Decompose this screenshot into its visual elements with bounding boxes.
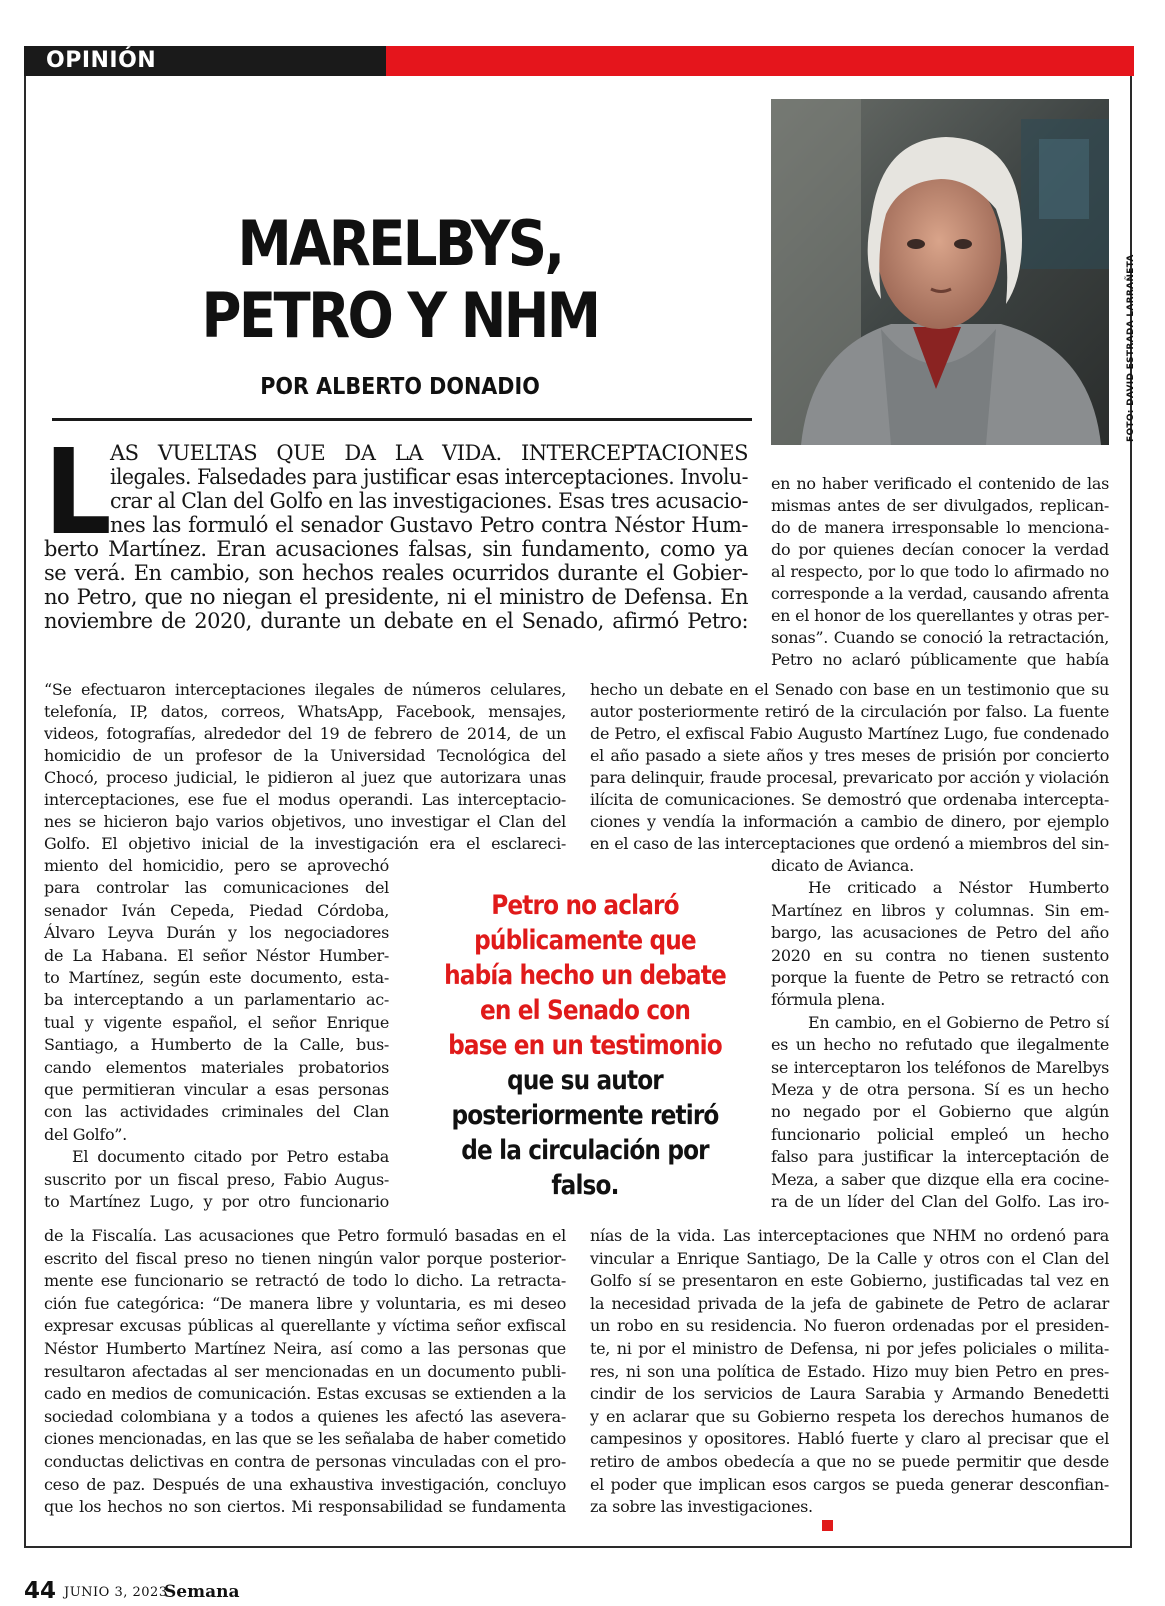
text-line: ceso de paz. Después de una exhaustiva investigación, concluyo: [44, 1474, 567, 1494]
text-line: Santiago, a Humberto de la Calle, bus-: [44, 1035, 389, 1055]
pull-quote-line: posteriormente retiró: [451, 1100, 719, 1131]
text-line: que permitieran vincular a esas personas: [44, 1080, 389, 1099]
text-line: Golfo sí se presentaron en este Gobierno, justificadas tal vez en: [590, 1271, 1109, 1291]
text-line: En cambio, en el Gobierno de Petro sí: [808, 1012, 1110, 1032]
text-line: del Golfo”.: [44, 1124, 127, 1144]
text-line: fórmula plena.: [771, 990, 885, 1010]
pull-quote-line: en el Senado con: [480, 995, 690, 1026]
text-line: noviembre de 2020, durante un debate en el Senado, afirmó Petro:: [44, 609, 749, 633]
text-line: videos, fotografías, alrededor del 19 de febrero de 2014, de un: [44, 724, 566, 743]
title-divider: [52, 418, 752, 421]
text-line: conductas delictivas en contra de personas vinculadas con el pro-: [44, 1452, 566, 1471]
text-line: se interceptaron los teléfonos de Marelbys: [771, 1057, 1110, 1077]
text-line: mismas antes de ser divulgados, replican-: [771, 496, 1110, 515]
text-line: y en aclarar que su Gobierno respeta los derechos humanos de: [590, 1406, 1110, 1426]
text-line: Golfo. El objetivo inicial de la investigación era el esclareci-: [44, 834, 567, 853]
headline-line-2: PETRO Y NHM: [201, 279, 599, 352]
text-line: escrito del fiscal preso no tienen ningún valor porque posterior-: [44, 1248, 566, 1268]
text-line: “Se efectuaron interceptaciones ilegales de números celulares,: [44, 680, 566, 699]
text-line: funcionario policial empleó un hecho: [771, 1124, 1109, 1144]
text-line: hecho un debate en el Senado con base en un testimonio que su: [590, 680, 1110, 699]
text-line: falso para justificar la interceptación de: [771, 1147, 1109, 1167]
text-line: Martínez en libros y columnas. Sin em-: [771, 900, 1110, 920]
text-line: Chocó, proceso judicial, le pidieron al juez que autorizara unas: [44, 768, 567, 787]
text-line: to Martínez Lugo, y por otro funcionario: [44, 1192, 389, 1211]
text-line: mente ese funcionario se retractó de todo lo dicho. La retracta-: [44, 1271, 566, 1291]
text-line: sonas”. Cuando se conoció la retractación,: [771, 628, 1110, 647]
text-line: He criticado a Néstor Humberto: [808, 878, 1109, 898]
text-line: no Petro, que no niegan el presidente, ni el ministro de Defensa. En: [44, 585, 748, 609]
text-line: AS VUELTAS QUE DA LA VIDA. INTERCEPTACIONES: [110, 441, 749, 465]
text-line: za sobre las investigaciones.: [590, 1497, 813, 1517]
text-line: el poder que implican esos cargos se pueda generar desconfian-: [590, 1474, 1109, 1494]
text-line: en el caso de las interceptaciones que ordenó a miembros del sin-: [590, 834, 1110, 853]
text-line: do por quienes decían conocer la verdad: [771, 540, 1109, 559]
page-number: 44: [24, 1578, 57, 1604]
photo-credit: FOTO: DAVID ESTRADA LARRAÑETA: [1126, 254, 1136, 442]
text-line: un robo en su residencia. No fueron ordenadas por el presiden-: [590, 1316, 1109, 1336]
text-line: Álvaro Leyva Durán y los negociadores: [44, 923, 390, 943]
text-line: sociedad colombiana y a todos a quienes les afectó las asevera-: [44, 1406, 566, 1426]
text-line: autor posteriormente retiró de la circulación por falso. La fuente: [590, 702, 1109, 721]
text-line: retiro de ambos obedecía a que no se puede permitir que desde: [590, 1452, 1109, 1471]
headline-line-1: MARELBYS,: [237, 207, 563, 280]
text-line: al respecto, por lo que todo lo afirmado no: [771, 562, 1109, 581]
pull-quote-line: base en un testimonio: [448, 1030, 722, 1061]
text-line: nes las formuló el senador Gustavo Petro contra Néstor Hum-: [110, 513, 749, 537]
text-line: ciones mencionadas, en las que se les señalaba de haber cometido: [44, 1429, 566, 1449]
text-line: en el honor de los querellantes y otras per-: [771, 606, 1109, 625]
magazine-name: Semana: [164, 1582, 240, 1602]
text-line: cado en medios de comunicación. Estas excusas se extienden a la: [44, 1384, 567, 1404]
text-line: miento del homicidio, pero se aprovechó: [44, 856, 390, 875]
text-line: porque la fuente de Petro se retractó con: [771, 968, 1109, 987]
text-line: Meza, a saber que dizque ella era cocine-: [771, 1169, 1110, 1189]
article-headline: [154, 208, 647, 352]
section-label: OPINIÓN: [46, 48, 157, 73]
text-line: crar al Clan del Golfo en las investigaciones. Esas tres acusacio-: [110, 489, 749, 513]
pull-quote-line: públicamente que: [474, 925, 696, 956]
text-line: no negado por el Gobierno que algún: [771, 1102, 1109, 1122]
text-line: 2020 en su contra no tienen sustento: [771, 945, 1110, 965]
text-line: el año pasado a siete años y tres meses de prisión por concierto: [590, 746, 1110, 765]
article-byline: POR ALBERTO DONADIO: [260, 374, 540, 400]
text-line: la necesidad privada de la jefa de gabinete de Petro de aclarar: [590, 1293, 1109, 1313]
text-line: berto Martínez. Eran acusaciones falsas, sin fundamento, como ya: [44, 537, 748, 561]
text-line: bargo, las acusaciones de Petro del año: [771, 923, 1110, 943]
text-line: se verá. En cambio, son hechos reales ocurridos durante el Gobier-: [44, 561, 749, 585]
text-line: cando elementos materiales probatorios: [44, 1057, 389, 1077]
text-line: Néstor Humberto Martínez Neira, así como a las personas que: [44, 1339, 566, 1358]
text-line: suscrito por un fiscal preso, Fabio Augus-: [44, 1169, 389, 1189]
text-line: de La Habana. El señor Néstor Humber-: [44, 945, 389, 965]
text-line: ción fue categórica: “De manera libre y voluntaria, es mi deseo: [44, 1293, 567, 1313]
text-line: en no haber verificado el contenido de las: [771, 474, 1110, 493]
text-line: nías de la vida. Las interceptaciones que NHM no ordenó para: [590, 1226, 1109, 1245]
text-line: te, ni por el ministro de Defensa, ni por jefes policiales o milita-: [590, 1339, 1110, 1358]
text-line: res, ni son una política de Estado. Hizo muy bien Petro en pres-: [590, 1361, 1109, 1381]
pull-quote-line: había hecho un debate: [444, 960, 726, 991]
end-of-article-mark: [822, 1520, 833, 1531]
text-line: ilegales. Falsedades para justificar esas interceptaciones. Involu-: [110, 465, 748, 489]
text-line: ba interceptando a un parlamentario ac-: [44, 990, 390, 1010]
text-line: campesinos y opositores. Habló fuerte y claro al precisar que el: [590, 1429, 1110, 1449]
text-line: nes se hicieron bajo varios objetivos, uno investigar el Clan del: [44, 812, 566, 831]
pull-quote: [420, 888, 750, 1203]
text-line: expresar excusas públicas al querellante y víctima señor exfiscal: [44, 1316, 566, 1336]
text-line: cindir de los servicios de Laura Sarabia y Armando Benedetti: [590, 1384, 1109, 1404]
text-line: telefonía, IP, datos, correos, WhatsApp, Facebook, mensajes,: [44, 702, 567, 721]
section-bar-red: [386, 46, 1134, 76]
issue-date: JUNIO 3, 2023: [64, 1585, 168, 1600]
text-line: de Petro, el exfiscal Fabio Augusto Martínez Lugo, fue condenado: [590, 724, 1109, 743]
author-photo: [771, 99, 1109, 445]
text-line: do de manera irresponsable lo menciona-: [771, 518, 1109, 537]
text-line: tual y vigente español, el señor Enrique: [44, 1012, 390, 1032]
pull-quote-line: falso.: [551, 1170, 619, 1201]
text-line: para controlar las comunicaciones del: [44, 878, 389, 898]
text-line: Petro no aclaró públicamente que había: [771, 650, 1110, 669]
text-line: es un hecho no refutado que ilegalmente: [771, 1035, 1110, 1055]
text-line: corresponde a la verdad, causando afrenta: [771, 584, 1109, 603]
pull-quote-line: que su autor: [507, 1065, 663, 1096]
text-line: ra de un líder del Clan del Golfo. Las iro-: [771, 1192, 1109, 1211]
text-line: ilícita de comunicaciones. Se demostró que ordenaba intercepta-: [590, 790, 1109, 809]
drop-cap: L: [44, 423, 112, 561]
text-line: Meza y de otra persona. Sí es un hecho: [771, 1080, 1109, 1099]
pull-quote-line: Petro no aclaró: [491, 890, 679, 921]
text-line: to Martínez, según este documento, esta-: [44, 968, 389, 987]
text-line: con las actividades criminales del Clan: [44, 1102, 389, 1122]
text-line: interceptaciones, ese fue el modus operandi. Las interceptacio-: [44, 790, 567, 809]
text-line: de la Fiscalía. Las acusaciones que Petro formuló basadas en el: [44, 1226, 566, 1245]
text-line: homicidio de un profesor de la Universidad Tecnológica del: [44, 746, 566, 765]
text-line: senador Iván Cepeda, Piedad Córdoba,: [44, 900, 390, 920]
text-line: vincular a Enrique Santiago, De la Calle y otros con el Clan del: [590, 1248, 1110, 1268]
text-line: para delinquir, fraude procesal, prevaricato por acción y violación: [590, 768, 1110, 787]
text-line: resultaron afectadas al ser mencionadas en un documento publi-: [44, 1361, 567, 1381]
text-line: dicato de Avianca.: [771, 856, 914, 875]
pull-quote-line: de la circulación por: [461, 1135, 709, 1166]
text-line: ciones y vendía la información a cambio de dinero, por ejemplo: [590, 812, 1110, 831]
text-line: que los hechos no son ciertos. Mi responsabilidad se fundamenta: [44, 1497, 566, 1517]
text-line: El documento citado por Petro estaba: [72, 1147, 389, 1167]
